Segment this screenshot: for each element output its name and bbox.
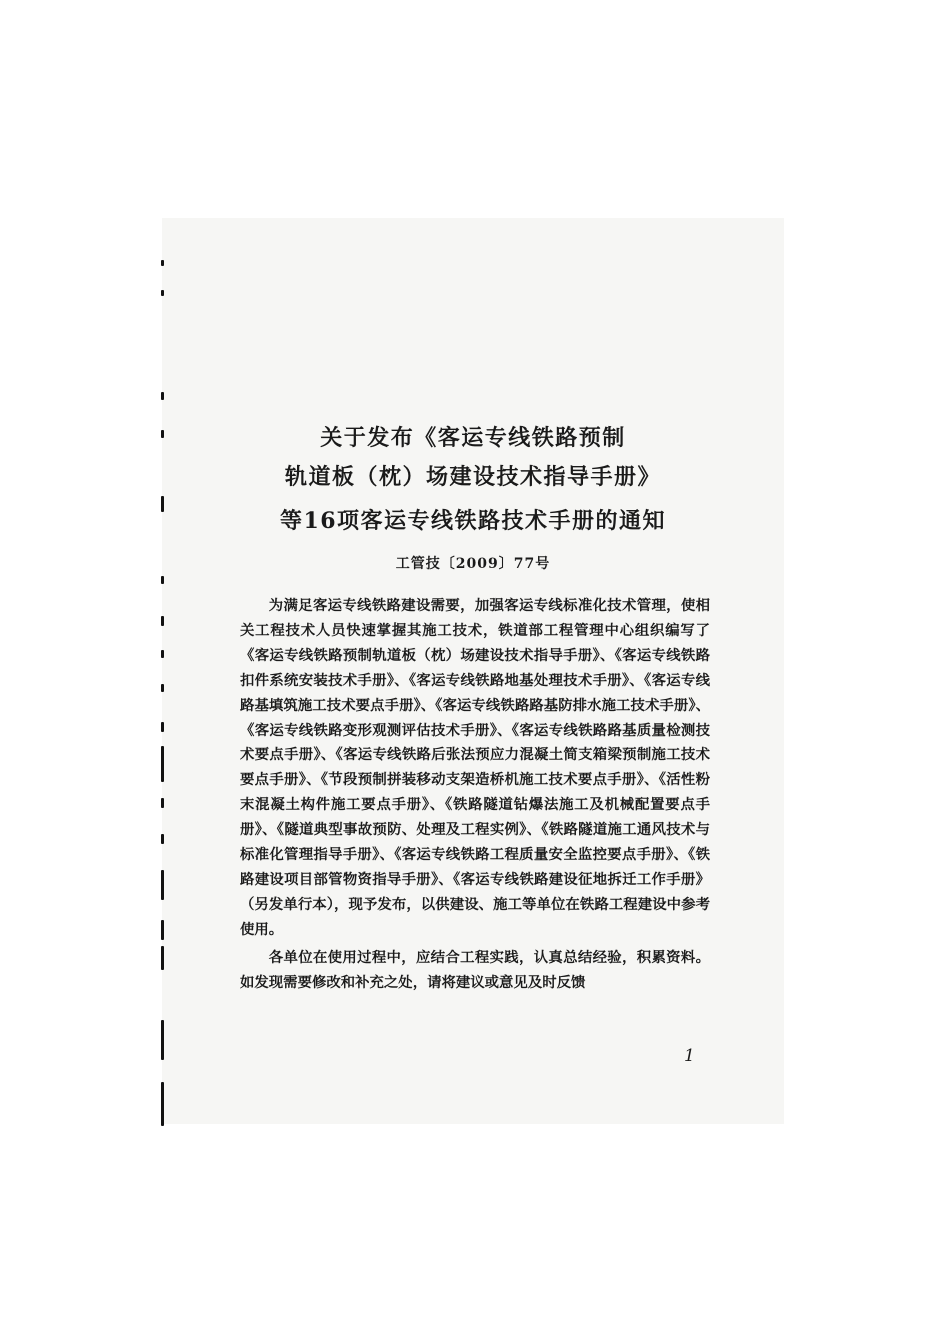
notice-title-line-2: 轨道板（枕）场建设技术指导手册》 <box>284 464 661 490</box>
body-paragraph-1: 为满足客运专线铁路建设需要，加强客运专线标准化技术管理，使相关工程技术人员快速掌握其施工技术，铁道部工程管理中心组织编写了《客运专线铁路预制轨道板（枕）场建设技术指导手册》、《客运专线铁路扣件系统安装技术手册》、《客运专线铁路地基处理技术手册》、《客运专线路基填筑施工技术要点手册》、《客运专线铁路路基防排水施工技术手册》、《客运专线铁路变形观测评估技术手册》、《客运专线铁路路基质量检测技术要点手册》、《客运专线铁路后张法预应力混凝土简支箱梁预制施工技术要点手册》、《节段预制拼装移动支架造桥机施工技术要点手册》、《活性粉末混凝土构件施工要点手册》、《铁路隧道钻爆法施工及机械配置要点手册》、《隧道典型事故预防、处理及工程实例》、《铁路隧道施工通风技术与标准化管理指导手册》、《客运专线铁路工程质量安全监控要点手册》、《铁路建设项目部管物资指导手册》、《客运专线铁路建设征地拆迁工作手册》（另发单行本），现予发布，以供建设、施工等单位在铁路工程建设中参考使用。 <box>240 597 710 938</box>
page-number: 1 <box>684 1046 695 1066</box>
notice-body <box>240 594 710 996</box>
body-paragraph-2: 各单位在使用过程中，应结合工程实践，认真总结经验，积累资料。如发现需要修改和补充之处，请将建议或意见及时反馈 <box>240 948 710 991</box>
document-number: 工管技〔2009〕77号 <box>395 556 551 572</box>
notice-title-line-3: 等16项客运专线铁路技术手册的通知 <box>279 508 667 534</box>
notice-title-line-1: 关于发布《客运专线铁路预制 <box>320 425 626 451</box>
binding-edge-marks <box>158 230 168 1130</box>
